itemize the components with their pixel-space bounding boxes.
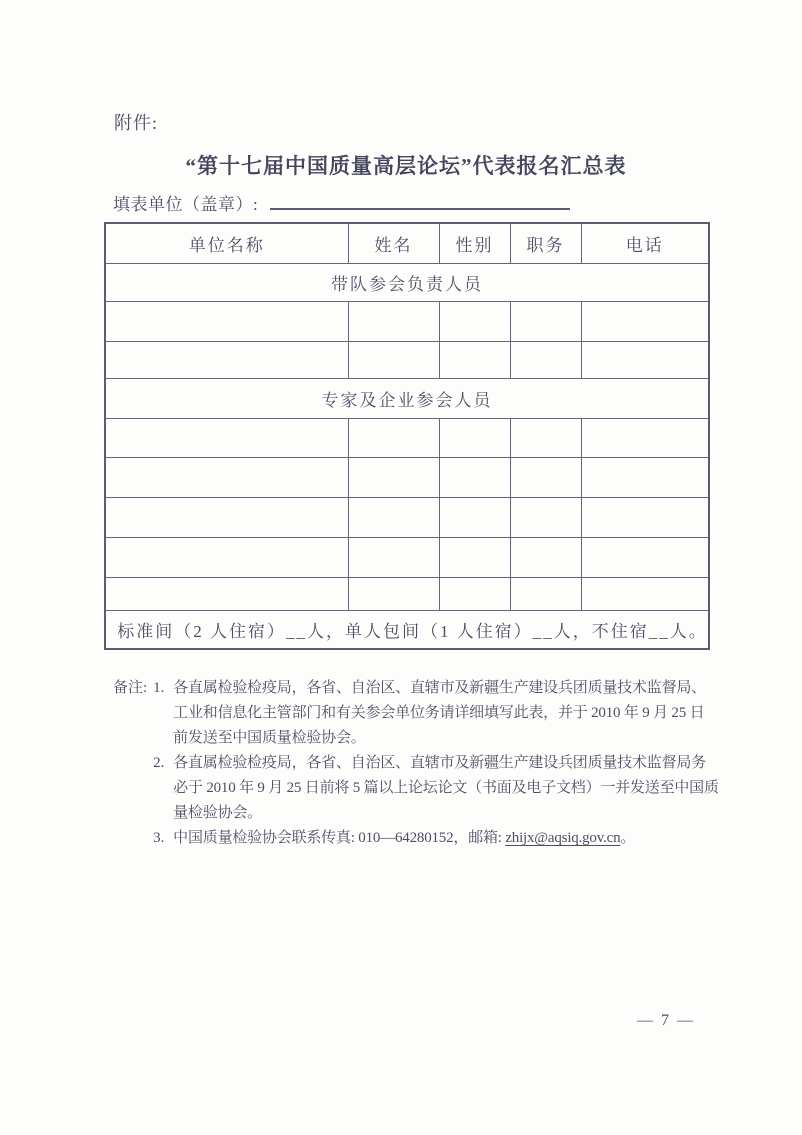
empty-cell	[439, 457, 510, 497]
note-text: 各直属检验检疫局，各省、自治区、直辖市及新疆生产建设兵团质量技术监督局务必于 2010 年 9 月 25 日前将 5 篇以上论坛论文（书面及电子文档）一并发送至中国质量检验协会。	[173, 755, 719, 821]
note-number: 3.	[153, 830, 165, 846]
notes-section	[113, 676, 719, 851]
empty-cell	[348, 497, 439, 537]
empty-cell	[105, 537, 348, 577]
section-row-experts	[105, 378, 709, 418]
note-text	[173, 826, 719, 851]
section-row-leaders	[105, 263, 709, 301]
table-row	[105, 577, 709, 610]
note-number: 1.	[153, 680, 165, 696]
empty-cell	[439, 537, 510, 577]
table-row	[105, 418, 709, 457]
empty-cell	[105, 301, 348, 341]
table-row	[105, 301, 709, 341]
empty-cell	[510, 418, 581, 457]
unit-name-blank	[270, 195, 570, 210]
section-label-leaders: 带队参会负责人员	[105, 263, 709, 301]
email-address: zhijx@aqsiq.gov.cn	[505, 830, 621, 846]
note-item-3	[153, 826, 719, 851]
registration-table	[104, 222, 710, 650]
col-header-phone: 电话	[581, 223, 709, 263]
empty-cell	[439, 301, 510, 341]
note-text-before-email: 中国质量检验协会联系传真: 010—64280152，邮箱:	[173, 830, 506, 846]
note-text-after-email: 。	[620, 830, 636, 846]
page-number: — 7 —	[637, 1012, 695, 1029]
col-header-position: 职务	[510, 223, 581, 263]
empty-cell	[581, 537, 709, 577]
empty-cell	[105, 341, 348, 378]
empty-cell	[581, 418, 709, 457]
empty-cell	[510, 301, 581, 341]
empty-cell	[581, 497, 709, 537]
notes-items	[153, 676, 719, 851]
form-unit-label: 填表单位（盖章）:	[113, 195, 259, 214]
empty-cell	[510, 497, 581, 537]
empty-cell	[510, 457, 581, 497]
empty-cell	[105, 457, 348, 497]
empty-cell	[105, 418, 348, 457]
accommodation-summary: 标准间（2 人住宿）__人，单人包间（1 人住宿）__人，不住宿__人。	[105, 610, 709, 649]
note-item-2	[153, 751, 719, 826]
empty-cell	[348, 301, 439, 341]
accommodation-row	[105, 610, 709, 649]
empty-cell	[510, 537, 581, 577]
note-item-1	[153, 676, 719, 751]
empty-cell	[510, 577, 581, 610]
page-title: “第十七届中国质量高层论坛”代表报名汇总表	[185, 154, 627, 178]
empty-cell	[581, 457, 709, 497]
empty-cell	[105, 497, 348, 537]
empty-cell	[105, 577, 348, 610]
empty-cell	[439, 497, 510, 537]
empty-cell	[581, 341, 709, 378]
table-row	[105, 341, 709, 378]
table-row	[105, 497, 709, 537]
empty-cell	[348, 457, 439, 497]
empty-cell	[348, 341, 439, 378]
section-label-experts: 专家及企业参会人员	[105, 378, 709, 418]
empty-cell	[581, 577, 709, 610]
notes-label: 备注:	[113, 680, 148, 696]
form-unit-line	[113, 190, 570, 215]
empty-cell	[510, 341, 581, 378]
empty-cell	[439, 418, 510, 457]
note-number: 2.	[153, 755, 165, 771]
empty-cell	[348, 418, 439, 457]
table-header-row	[105, 223, 709, 263]
empty-cell	[348, 537, 439, 577]
col-header-gender: 性别	[439, 223, 510, 263]
empty-cell	[439, 577, 510, 610]
col-header-name: 姓名	[348, 223, 439, 263]
table-row	[105, 457, 709, 497]
attachment-label: 附件:	[114, 113, 159, 133]
empty-cell	[581, 301, 709, 341]
col-header-unit-name: 单位名称	[105, 223, 348, 263]
empty-cell	[348, 577, 439, 610]
note-text: 各直属检验检疫局，各省、自治区、直辖市及新疆生产建设兵团质量技术监督局、工业和信息化主管部门和有关参会单位务请详细填写此表，并于 2010 年 9 月 25 日前发送至中国质量检验协会。	[173, 680, 706, 746]
table-row	[105, 537, 709, 577]
empty-cell	[439, 341, 510, 378]
